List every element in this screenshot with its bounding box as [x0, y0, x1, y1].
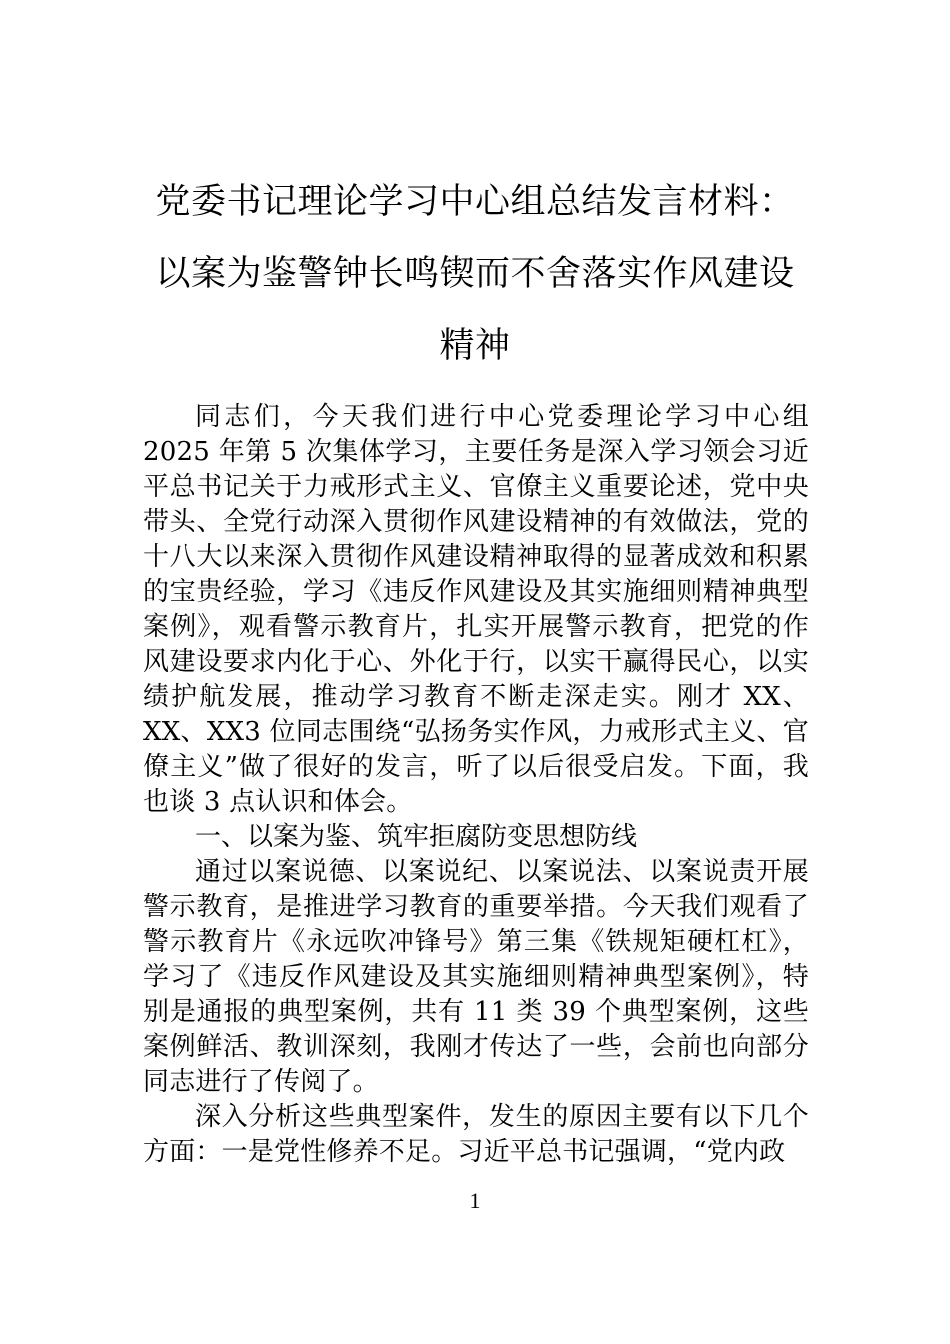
document-title	[120, 166, 830, 382]
title-line-2: 以案为鉴警钟长鸣锲而不舍落实作风建设	[155, 254, 795, 294]
document-body	[143, 400, 809, 1170]
intro-paragraph: 同志们，今天我们进行中心党委理论学习中心组 2025 年第 5 次集体学习，主要任务是深入学习领会习近平总书记关于力戒形式主义、官僚主义重要论述，党中央带头、全党行动深入贯彻作风建设精神的有效做法，党的十八大以来深入贯彻作风建设精神取得的显著成效和积累的宝贵经验，学习《违反作风建设及其实施细则精神典型案例》，观看警示教育片，扎实开展警示教育，把党的作风建设要求内化于心、外化于行，以实干赢得民心，以实绩护航发展，推动学习教育不断走深走实。刚才 XX、XX、XX3 位同志围绕“弘扬务实作风，力戒形式主义、官僚主义”做了很好的发言，听了以后很受启发。下面，我也谈 3 点认识和体会。	[143, 402, 809, 817]
section1-paragraph-2: 深入分析这些典型案件，发生的原因主要有以下几个方面：一是党性修养不足。习近平总书记强调，“党内政	[143, 1102, 809, 1167]
title-line-3: 精神	[439, 326, 511, 366]
page-number: 1	[469, 1188, 481, 1213]
title-line-1: 党委书记理论学习中心组总结发言材料：	[155, 182, 795, 222]
section-heading-1: 一、以案为鉴、筑牢拒腐防变思想防线	[195, 822, 638, 852]
section1-paragraph-1: 通过以案说德、以案说纪、以案说法、以案说责开展警示教育，是推进学习教育的重要举措。今天我们观看了警示教育片《永远吹冲锋号》第三集《铁规矩硬杠杠》，学习了《违反作风建设及其实施细则精神典型案例》，特别是通报的典型案例，共有 11 类 39 个典型案例，这些案例鲜活、教训深刻，我刚才传达了一些，会前也向部分同志进行了传阅了。	[143, 857, 809, 1097]
